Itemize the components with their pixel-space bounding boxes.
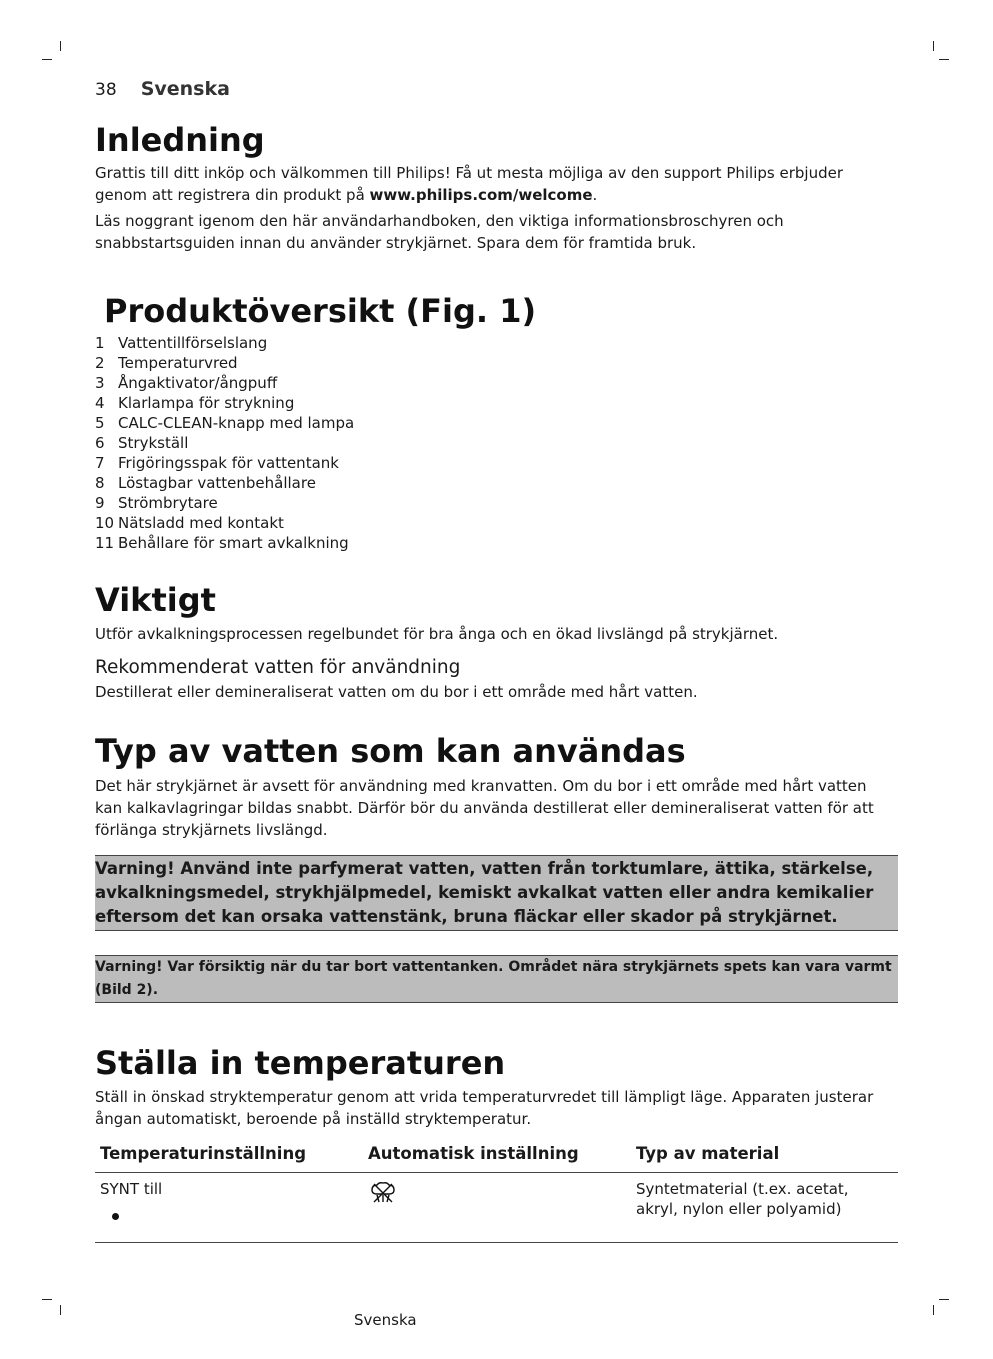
one-dot-icon [112,1213,119,1220]
list-item-number: 11 [95,534,115,552]
list-item-label: Nätsladd med kontakt [118,514,284,532]
list-item-number: 4 [95,394,105,412]
intro-paragraph-1 [95,162,898,206]
table-header-row [95,1140,898,1173]
water-text: Det här strykjärnet är avsett för användning med kranvatten. Om du bor i ett område med hårt vatten kan kalkavlagringar bildas snabbt. Därför bör du använda destillerat eller demineraliserat vatten för att förlänga strykjärnets livslängd. [95,777,874,839]
list-item-number: 10 [95,514,115,532]
table-header: Automatisk inställning [363,1140,631,1173]
intro-paragraph-2: Läs noggrant igenom den här användarhandboken, den viktiga informationsbroschyren och snabbstartsguiden innan du använder strykjärnet. Spara dem för framtida bruk. [95,212,784,252]
list-item [95,353,898,373]
page-content [95,118,898,1243]
list-item-label: Ångaktivator/ångpuff [118,374,278,392]
list-item [95,533,898,553]
intro-p1-text: Grattis till ditt inköp och välkommen till Philips! Få ut mesta möjliga av den support Philips erbjuder genom att registrera din produkt på [95,164,844,204]
important-subtitle: Rekommenderat vatten för användning [95,657,461,678]
setting-label: SYNT till [100,1180,163,1198]
list-item-label: Klarlampa för strykning [118,394,295,412]
list-item-number: 5 [95,414,105,432]
crop-mark [42,1299,52,1300]
water-title: Typ av vatten som kan användas [95,732,686,770]
list-item-label: Temperaturvred [118,354,238,372]
table-cell-auto [363,1173,631,1243]
list-item-label: Strömbrytare [118,494,218,512]
table-row [95,1173,898,1243]
list-item-label: Strykställ [118,434,189,452]
crop-mark [60,41,61,51]
list-item [95,453,898,473]
overview-title: Produktöversikt (Fig. 1) [104,292,537,330]
list-item [95,493,898,513]
crop-mark [933,41,934,51]
important-subtext: Destillerat eller demineraliserat vatten om du bor i ett område med hårt vatten. [95,683,698,701]
list-item-label: Frigöringsspak för vattentank [118,454,339,472]
crop-mark [933,1305,934,1315]
list-item-number: 7 [95,454,105,472]
list-item-number: 8 [95,474,105,492]
crop-mark [939,59,949,60]
header-language: Svenska [140,78,230,100]
table-cell-material: Syntetmaterial (t.ex. acetat, akryl, nylon eller polyamid) [631,1173,898,1243]
list-item [95,433,898,453]
temperature-text: Ställ in önskad stryktemperatur genom att vrida temperaturvredet till lämpligt läge. Apparaten justerar ångan automatiskt, beroende på inställd stryktemperatur. [95,1088,874,1128]
crop-mark [42,59,52,60]
list-item [95,393,898,413]
important-text: Utför avkalkningsprocessen regelbundet för bra ånga och en ökad livslängd på strykjärnet. [95,625,779,643]
list-item-number: 2 [95,354,105,372]
list-item-number: 1 [95,334,105,352]
table-header: Typ av material [631,1140,898,1173]
list-item-label: Löstagbar vattenbehållare [118,474,316,492]
crop-mark [939,1299,949,1300]
list-item [95,373,898,393]
welcome-link[interactable]: www.philips.com/welcome [369,186,593,204]
list-item [95,413,898,433]
list-item-label: Vattentillförselslang [118,334,268,352]
page-header [95,78,230,100]
list-item [95,513,898,533]
list-item-label: CALC-CLEAN-knapp med lampa [118,414,355,432]
intro-title: Inledning [95,121,265,159]
list-item [95,473,898,493]
list-item [95,333,898,353]
temperature-table [95,1140,898,1243]
table-header: Temperaturinställning [95,1140,363,1173]
page-number: 38 [95,80,117,100]
list-item-number: 3 [95,374,105,392]
crop-mark [60,1305,61,1315]
temperature-title: Ställa in temperaturen [95,1044,506,1082]
table-cell-setting [95,1173,363,1243]
parts-list [95,333,898,553]
warning-box: Varning! Var försiktig när du tar bort vattentanken. Området nära strykjärnets spets kan vara varmt (Bild 2). [95,955,898,1003]
list-item-number: 6 [95,434,105,452]
list-item-number: 9 [95,494,105,512]
list-item-label: Behållare för smart avkalkning [118,534,349,552]
important-title: Viktigt [95,581,216,619]
intro-p1-end: . [592,186,598,204]
page-footer: Svenska [354,1311,417,1329]
no-steam-icon [368,1181,626,1205]
warning-box: Varning! Använd inte parfymerat vatten, vatten från torktumlare, ättika, stärkelse, avkalkningsmedel, strykhjälpmedel, kemiskt avkalkat vatten eller andra kemikalier eftersom det kan orsaka vattenstänk, bruna fläckar eller skador på strykjärnet. [95,855,898,931]
